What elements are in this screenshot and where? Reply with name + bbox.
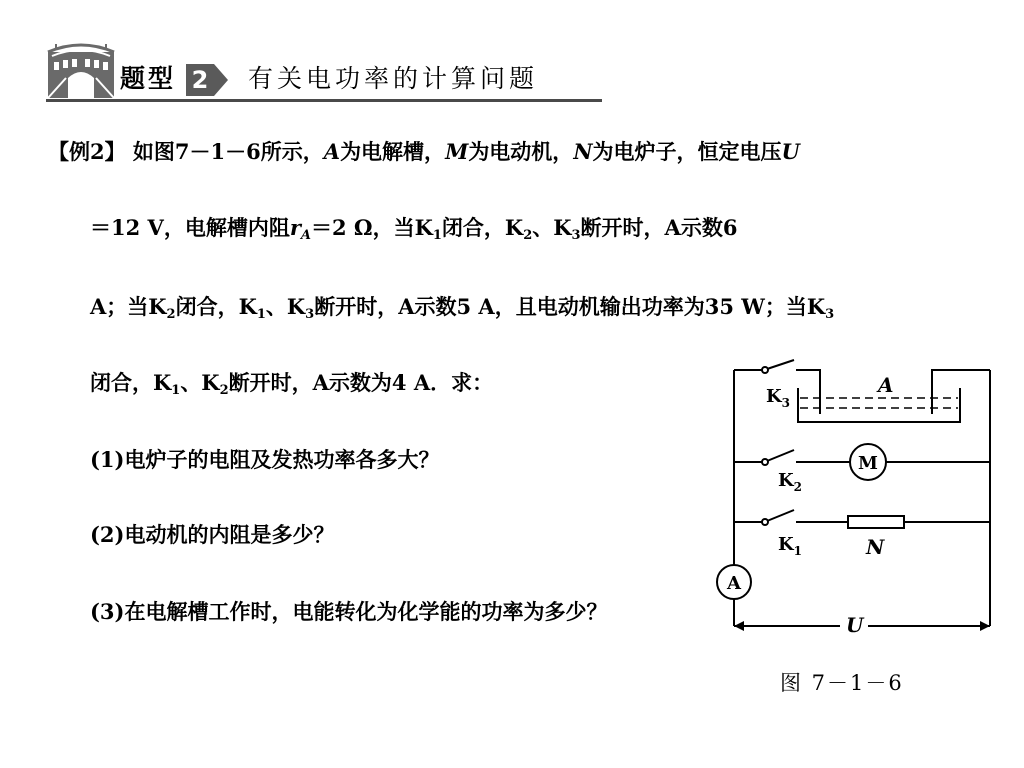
question-type-label: 题型: [120, 64, 177, 93]
voltage-arrow-right-icon: [980, 621, 990, 631]
question-type-title: 有关电功率的计算问题: [248, 64, 539, 93]
switch-k1-blade: [767, 510, 794, 521]
header-divider: [46, 99, 602, 102]
question-2: (2)电动机的内阻是多少？: [90, 522, 335, 547]
heater-resistor-symbol: [848, 516, 904, 528]
voltage-arrow-left-icon: [734, 621, 744, 631]
question-3: (3)在电解槽工作时，电能转化为化学能的功率为多少？: [90, 599, 608, 624]
problem-line-3: A；当$K_2$闭合，$K_1$、$K_3$断开时，A示数5 A，且电动机输出功率为35 W；当$K_3$: [90, 294, 835, 322]
motor-label: M: [858, 453, 878, 474]
switch-k1-label: $K_1$: [778, 534, 803, 558]
switch-k3-blade: [767, 360, 794, 369]
electrolytic-cell-label: A: [878, 373, 894, 397]
voltage-label: U: [846, 613, 864, 637]
circuit-diagram: [700, 350, 1010, 650]
electrolyte-level: [800, 398, 958, 408]
switch-k2-blade: [767, 450, 794, 461]
badge-arrow-icon: [214, 64, 228, 96]
ammeter-label: A: [727, 573, 741, 594]
switch-k2-label: $K_2$: [778, 470, 803, 494]
switch-k3-contact: [762, 367, 768, 373]
question-type-number-badge: 2: [186, 64, 214, 96]
question-1: (1)电炉子的电阻及发热功率各多大？: [90, 447, 440, 472]
switch-k3-label: $K_3$: [766, 386, 791, 410]
problem-line-2: ＝12 V，电解槽内阻$r_A=2$ Ω，当$K_1$闭合，$K_2$、$K_3$断开时，A示数6: [90, 215, 738, 243]
problem-line-4: 闭合，$K_1$、$K_2$断开时，A示数为4 A．求：: [90, 370, 494, 398]
problem-line-1: 【例2】 如图7－1－6所示，A为电解槽，M为电动机，N为电炉子，恒定电压U: [48, 139, 800, 164]
figure-caption: 图 7－1－6: [780, 671, 904, 695]
heater-label: N: [866, 535, 885, 559]
stadium-logo-icon: [46, 38, 116, 100]
